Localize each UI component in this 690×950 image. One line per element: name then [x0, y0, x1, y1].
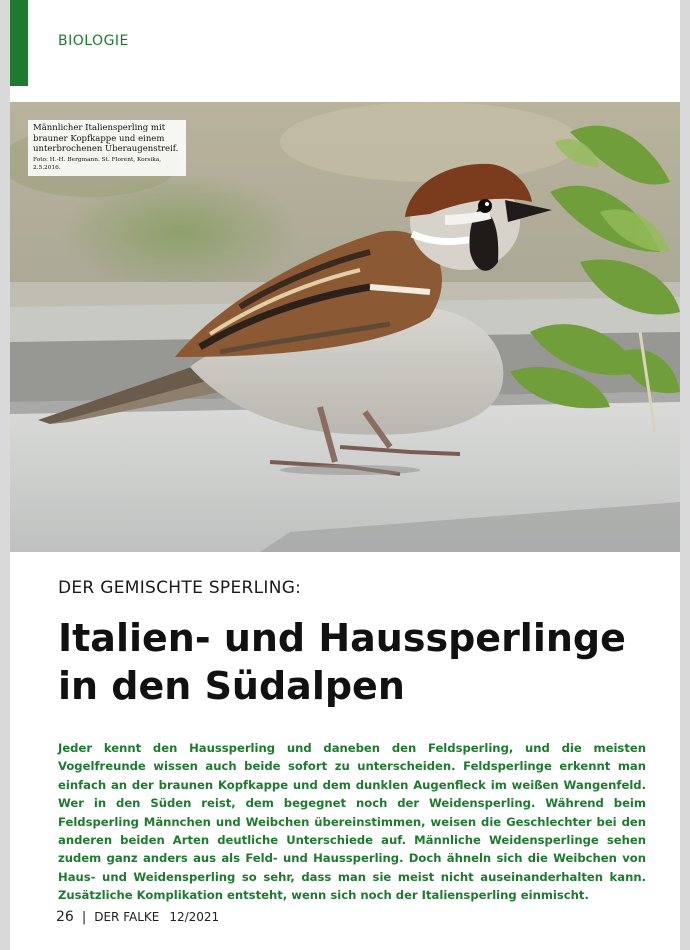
magazine-page: [10, 0, 680, 950]
photo-caption: [28, 120, 186, 176]
footer-separator: |: [81, 909, 87, 925]
page-footer: [56, 909, 219, 925]
article-kicker: DER GEMISCHTE SPERLING:: [58, 578, 302, 598]
page-number: 26: [56, 909, 74, 925]
photo-credit: Foto: H.-H. Bergmann. St. Florent, Korsika, 2.5.2016.: [33, 156, 162, 171]
article-intro: Jeder kennt den Haussperling und daneben den Feldsperling, und die meisten Vogelfreunde wissen auch beide sofort zu unterscheiden. Feldsperlinge erkennt man einfach an der braunen Kopfkappe und dem dunklen Augenfleck im weißen Wangenfeld. Wer in den Süden reist, dem begegnet noch der Weidensperling. Während beim Feldsperling Männchen und Weibchen übereinstimmen, weisen die Geschlechter bei den anderen beiden Arten deutliche Unterschiede auf. Männliche Weidensperlinge sehen zudem ganz anders aus als Feld- und Haussperling. Doch ähneln sich die Weibchen von Haus- und Weidensperling so sehr, dass man sie meist nicht auseinanderhalten kann. Zusätzliche Komplikation entsteht, wenn sich noch der Italiensperling einmischt.: [58, 741, 646, 903]
section-color-bar: [10, 0, 28, 86]
title-line-1: Italien- und Haussperlinge: [58, 616, 626, 660]
section-label: BIOLOGIE: [58, 33, 129, 49]
title-line-2: in den Südalpen: [58, 664, 405, 708]
sparrow-photo: [10, 102, 680, 552]
magazine-name: DER FALKE: [94, 910, 160, 924]
caption-text: Männlicher Italiensperling mit brauner Kopfkappe und einem unterbrochenen Überaugenstreif.: [33, 123, 179, 154]
issue-number: 12/2021: [169, 910, 220, 924]
article-title: [58, 614, 658, 710]
